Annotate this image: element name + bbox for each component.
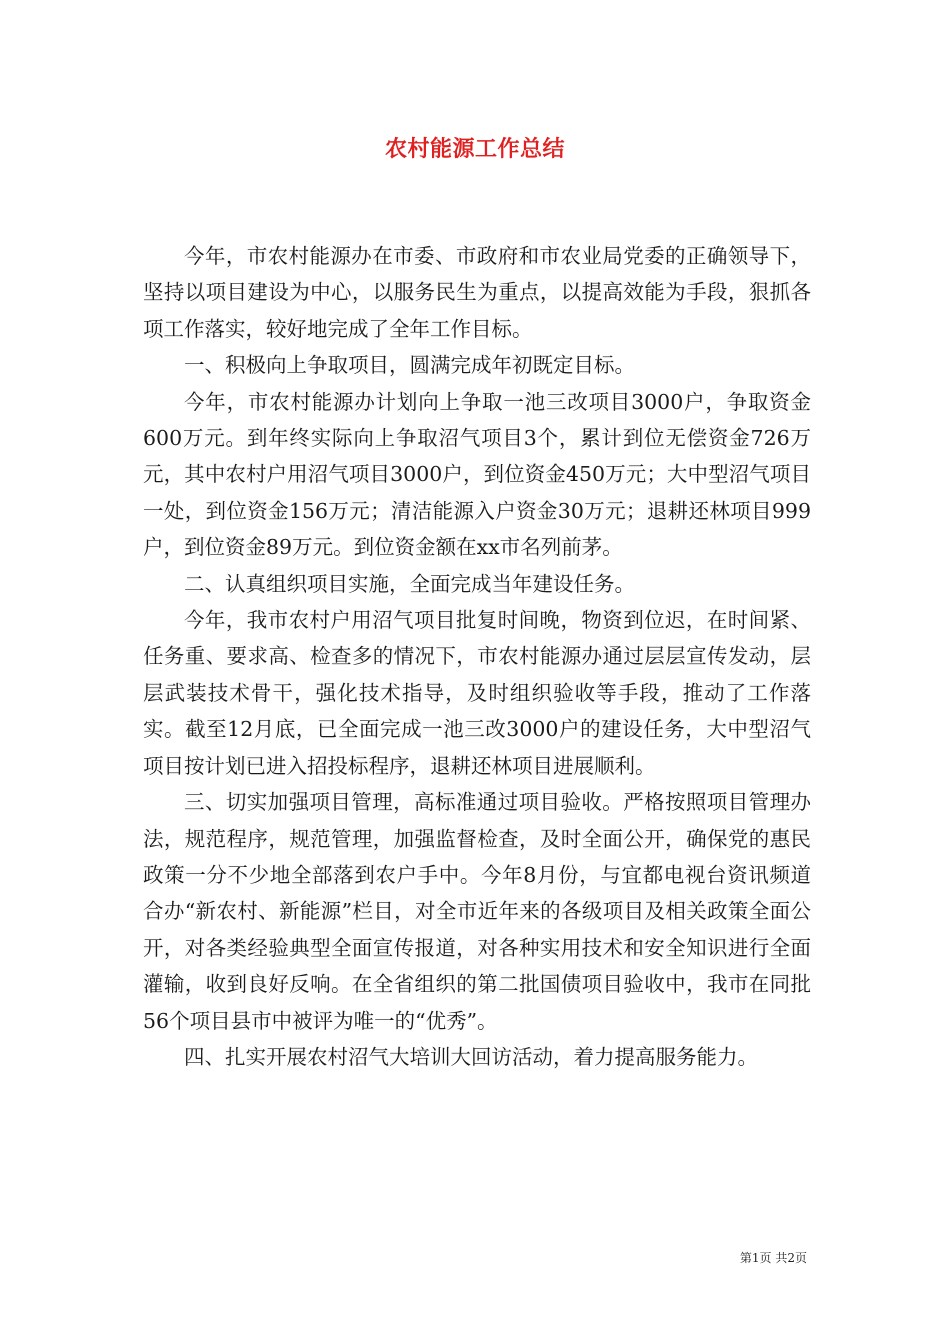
section-heading-2: 二、认真组织项目实施，全面完成当年建设任务。 (184, 571, 635, 596)
paragraph-intro: 今年，市农村能源办在市委、市政府和市农业局党委的正确领导下，坚持以项目建设为中心，以服务民生为重点，以提高效能为手段，狠抓各项工作落实，较好地完成了全年工作目标。 (143, 244, 811, 341)
paragraph-section-1: 今年，市农村能源办计划向上争取一池三改项目3000户，争取资金600万元。到年终实际向上争取沼气项目3个，累计到位无偿资金726万元，其中农村户用沼气项目3000户，到位资金450万元；大中型沼气项目一处，到位资金156万元；清洁能源入户资金30万元；退耕还林项目999户，到位资金89万元。到位资金额在xx市名列前茅。 (143, 389, 811, 560)
section-heading-4: 四、扎实开展农村沼气大培训大回访活动，着力提高服务能力。 (184, 1044, 758, 1069)
page-number-footer: 第1页 共2页 (739, 1251, 807, 1265)
document-title: 农村能源工作总结 (384, 137, 565, 162)
paragraph-section-2: 今年，我市农村户用沼气项目批复时间晚，物资到位迟，在时间紧、任务重、要求高、检查多的情况下，市农村能源办通过层层宣传发动，层层武装技术骨干，强化技术指导，及时组织验收等手段，推动了工作落实。截至12月底，已全面完成一池三改3000户的建设任务，大中型沼气项目按计划已进入招投标程序，退耕还林项目进展顺利。 (143, 608, 811, 778)
paragraph-section-3: 三、切实加强项目管理，高标准通过项目验收。严格按照项目管理办法，规范程序，规范管理，加强监督检查，及时全面公开，确保党的惠民政策一分不少地全部落到农户手中。今年8月份，与宜都电视台资讯频道合办“新农村、新能源”栏目，对全市近年来的各级项目及相关政策全面公开，对各类经验典型全面宣传报道，对各种实用技术和安全知识进行全面灌输，收到良好反响。在全省组织的第二批国债项目验收中，我市在同批56个项目县市中被评为唯一的“优秀”。 (143, 790, 811, 1033)
document-body (143, 238, 811, 1075)
section-heading-1: 一、积极向上争取项目，圆满完成年初既定目标。 (184, 353, 635, 378)
